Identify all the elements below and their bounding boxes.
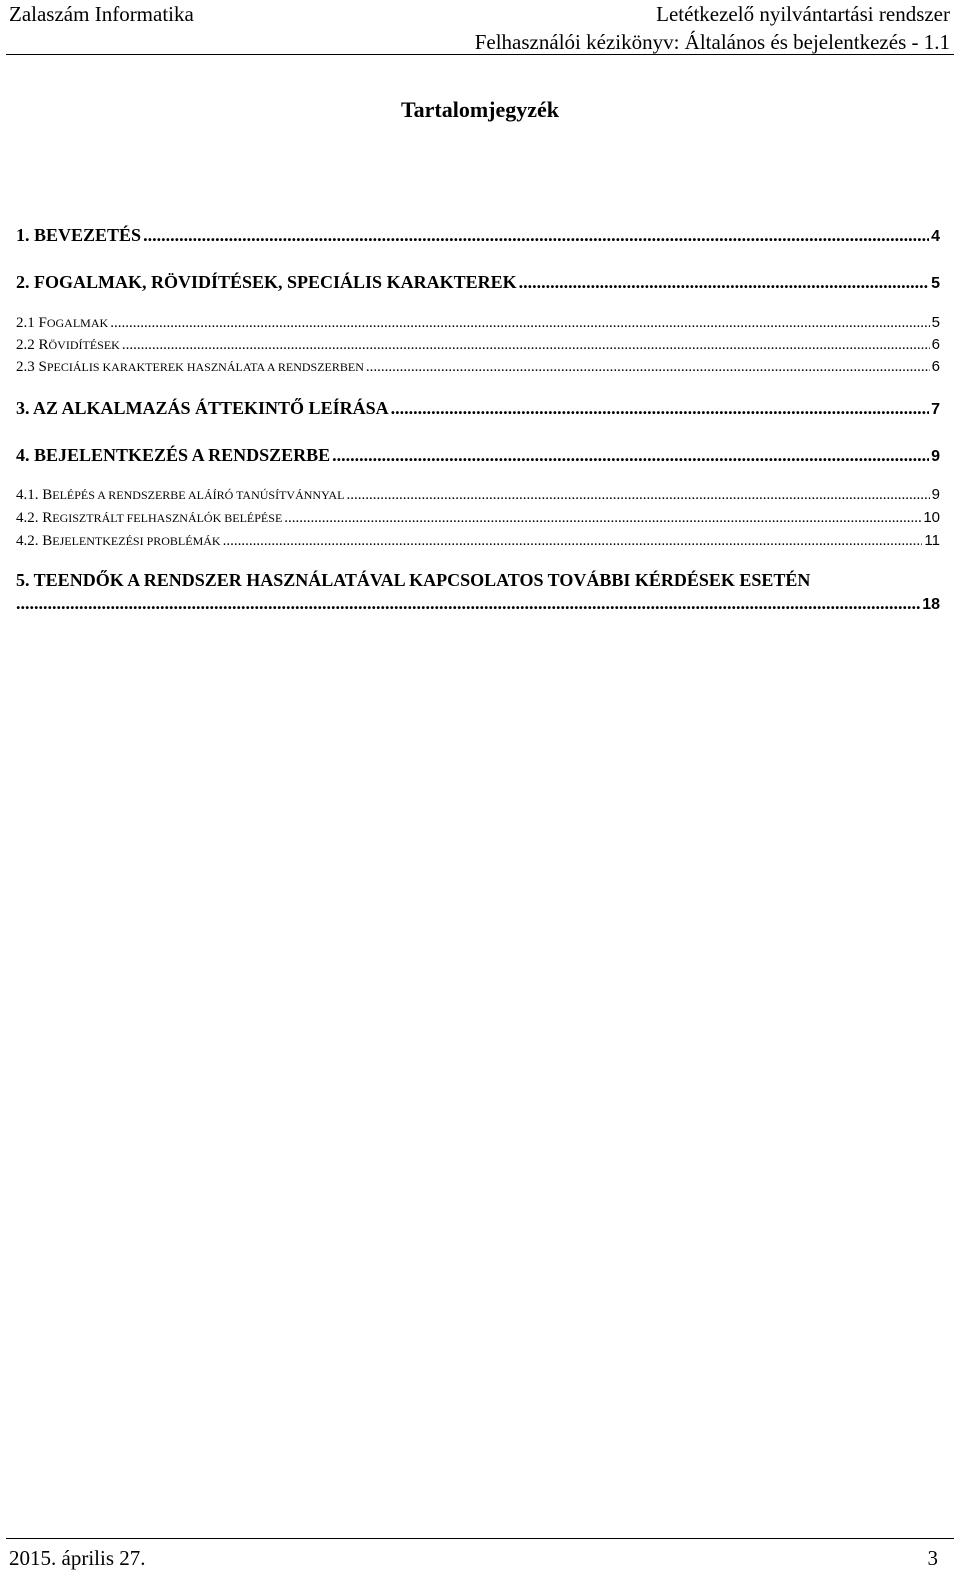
toc-leader-dots	[391, 398, 930, 419]
toc-leader-dots	[284, 510, 921, 527]
toc-entry-page: 5	[931, 275, 940, 292]
toc-leader-dots	[122, 337, 930, 354]
toc-entry-label: 3. AZ ALKALMAZÁS ÁTTEKINTŐ LEÍRÁSA	[16, 398, 389, 418]
header-company: Zalaszám Informatika	[9, 2, 194, 26]
toc-subentry[interactable]	[16, 358, 940, 376]
toc-entry-label: 2.2 RÖVIDÍTÉSEK	[16, 337, 120, 353]
toc-entry-page: 4	[931, 228, 940, 245]
toc-subentry[interactable]	[16, 486, 940, 504]
toc-entry-page: 7	[931, 401, 940, 418]
toc-entry[interactable]	[16, 398, 940, 419]
toc-entry[interactable]	[16, 225, 940, 246]
toc-leader-dots	[143, 225, 929, 246]
header-divider	[6, 54, 954, 55]
header-manual-title: Felhasználói kézikönyv: Általános és bejelentkezés - 1.1	[474, 30, 950, 54]
footer-page-number: 3	[927, 1546, 938, 1570]
toc-entry-label: 5. TEENDŐK A RENDSZER HASZNÁLATÁVAL KAPCSOLATOS TOVÁBBI KÉRDÉSEK ESETÉN	[16, 570, 811, 590]
toc-leader-dots	[346, 487, 929, 504]
toc-subentry[interactable]	[16, 314, 940, 332]
toc-entry-label: 2. FOGALMAK, RÖVIDÍTÉSEK, SPECIÁLIS KARAKTEREK	[16, 272, 517, 292]
toc-subentry[interactable]	[16, 336, 940, 354]
toc-leader-dots	[519, 272, 930, 293]
toc-leader-dots	[332, 445, 929, 466]
toc-title: Tartalomjegyzék	[400, 97, 560, 122]
toc-entry-page: 6	[931, 336, 940, 353]
toc-entry-page: 18	[922, 596, 940, 613]
toc-entry-label: 2.3 SPECIÁLIS KARAKTEREK HASZNÁLATA A RENDSZERBEN	[16, 359, 364, 375]
toc-entry-page: 6	[931, 358, 940, 375]
toc-entry-label: 1. BEVEZETÉS	[16, 225, 142, 245]
toc-subentry[interactable]	[16, 532, 940, 550]
toc-entry-page: 10	[923, 509, 940, 526]
toc-entry-label: 4. BEJELENTKEZÉS A RENDSZERBE	[16, 445, 331, 465]
toc-subentry[interactable]	[16, 509, 940, 527]
header-system-name: Letétkezelő nyilvántartási rendszer	[656, 2, 950, 26]
toc-entry[interactable]	[16, 445, 940, 466]
toc-entry[interactable]	[16, 570, 940, 614]
toc-entry-label: 4.1. BELÉPÉS A RENDSZERBE ALÁÍRÓ TANÚSÍTVÁNNYAL	[16, 487, 345, 503]
footer-date: 2015. április 27.	[9, 1546, 146, 1570]
toc-entry-label: 2.1 FOGALMAK	[16, 315, 109, 331]
toc-entry-label: 4.2. BEJELENTKEZÉSI PROBLÉMÁK	[16, 533, 221, 549]
toc-entry-page: 5	[931, 314, 940, 331]
page-header	[0, 0, 960, 54]
toc-entry-page: 9	[931, 448, 940, 465]
toc-leader-dots	[16, 593, 920, 614]
toc-entry[interactable]	[16, 272, 940, 293]
toc-leader-dots	[223, 533, 923, 550]
footer-divider	[6, 1538, 954, 1539]
toc-entry-page: 9	[931, 486, 940, 503]
toc-entry-page: 11	[924, 532, 940, 549]
toc-entry-label: 4.2. REGISZTRÁLT FELHASZNÁLÓK BELÉPÉSE	[16, 510, 283, 526]
toc-leader-dots	[366, 359, 930, 376]
toc-leader-dots	[110, 315, 929, 332]
